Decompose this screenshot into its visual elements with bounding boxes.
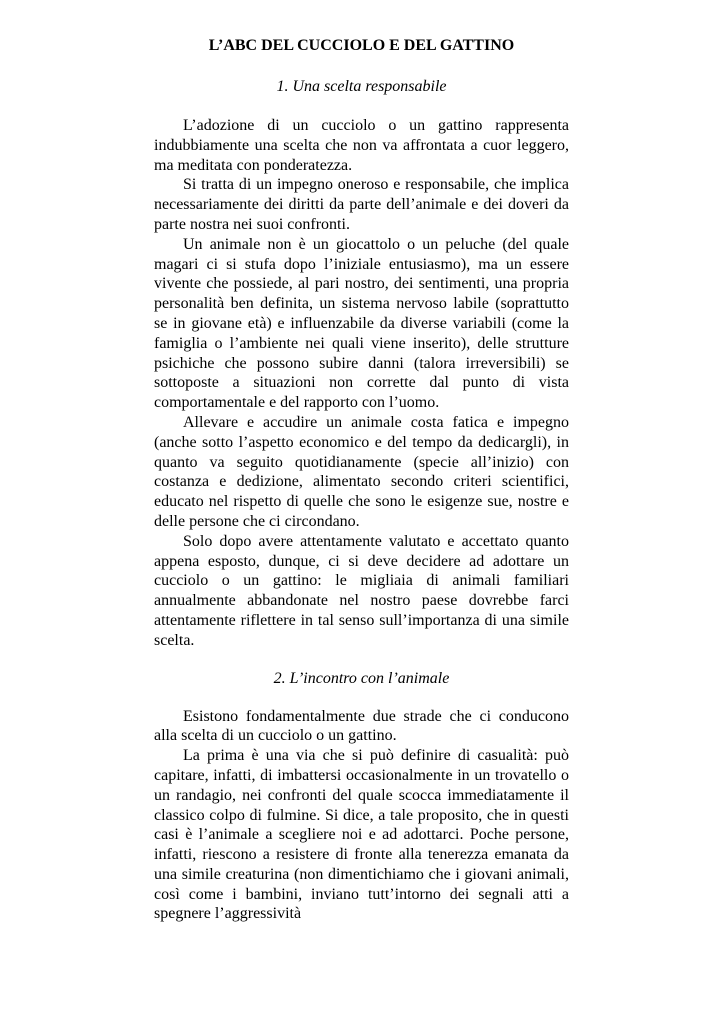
section-scelta-responsabile xyxy=(154,77,569,651)
document-title: L’ABC DEL CUCCIOLO E DEL GATTINO xyxy=(208,37,515,54)
paragraph: Solo dopo avere attentamente valutato e accettato quanto appena esposto, dunque, ci si deve decidere ad adottare un cucciolo o un gattino: le migliaia di animali familiari annualmente abbandonate nel nostro paese dovrebbe farci attentamente riflettere in tal senso sull’importanza di una simile scelta. xyxy=(154,532,569,649)
paragraph: L’adozione di un cucciolo o un gattino rappresenta indubbiamente una scelta che non va affrontata a cuor leggero, ma meditata con ponderatezza. xyxy=(154,117,569,174)
document-page xyxy=(154,36,569,924)
paragraph: Si tratta di un impegno oneroso e responsabile, che implica necessariamente dei diritti da parte dell’animale e dei doveri da parte nostra nei suoi confronti. xyxy=(154,176,569,233)
paragraph: La prima è una via che si può definire di casualità: può capitare, infatti, di imbattersi occasionalmente in un trovatello o un randagio, nei confronti del quale scocca immediatamente il classico colpo di fulmine. Si dice, a tale proposito, che in questi casi è l’animale a scegliere noi e ad adottarci. Poche persone, infatti, riescono a resistere di fronte alla tenerezza emanata da una simile creaturina (non dimentichiamo che i giovani animali, così come i bambini, inviano tutt’intorno dei segnali atti a spegnere l’aggressività xyxy=(154,747,569,923)
section-heading: 1. Una scelta responsabile xyxy=(276,78,447,95)
paragraph: Allevare e accudire un animale costa fatica e impegno (anche sotto l’aspetto economico e del tempo da dedicargli), in quanto va seguito quotidianamente (specie all’inizio) con costanza e dedizione, alimentato secondo criteri scientifici, educato nel rispetto di quelle che sono le esigenze sue, nostre e delle persone che ci circondano. xyxy=(154,413,569,530)
paragraph: Esistono fondamentalmente due strade che ci conducono alla scelta di un cucciolo o un gattino. xyxy=(154,707,569,745)
section-incontro-animale xyxy=(154,669,569,925)
paragraph: Un animale non è un giocattolo o un peluche (del quale magari ci si stufa dopo l’iniziale entusiasmo), ma un essere vivente che possiede, al pari nostro, dei sentimenti, una propria personalità ben definita, un sistema nervoso labile (soprattutto se in giovane età) e influenzabile da diverse variabili (come la famiglia o l’ambiente nei quali viene inserito), delle strutture psichiche che possono subire danni (talora irreversibili) se sottoposte a situazioni non corrette dal punto di vista comportamentale e del rapporto con l’uomo. xyxy=(154,235,569,412)
section-heading: 2. L’incontro con l’animale xyxy=(273,669,450,687)
